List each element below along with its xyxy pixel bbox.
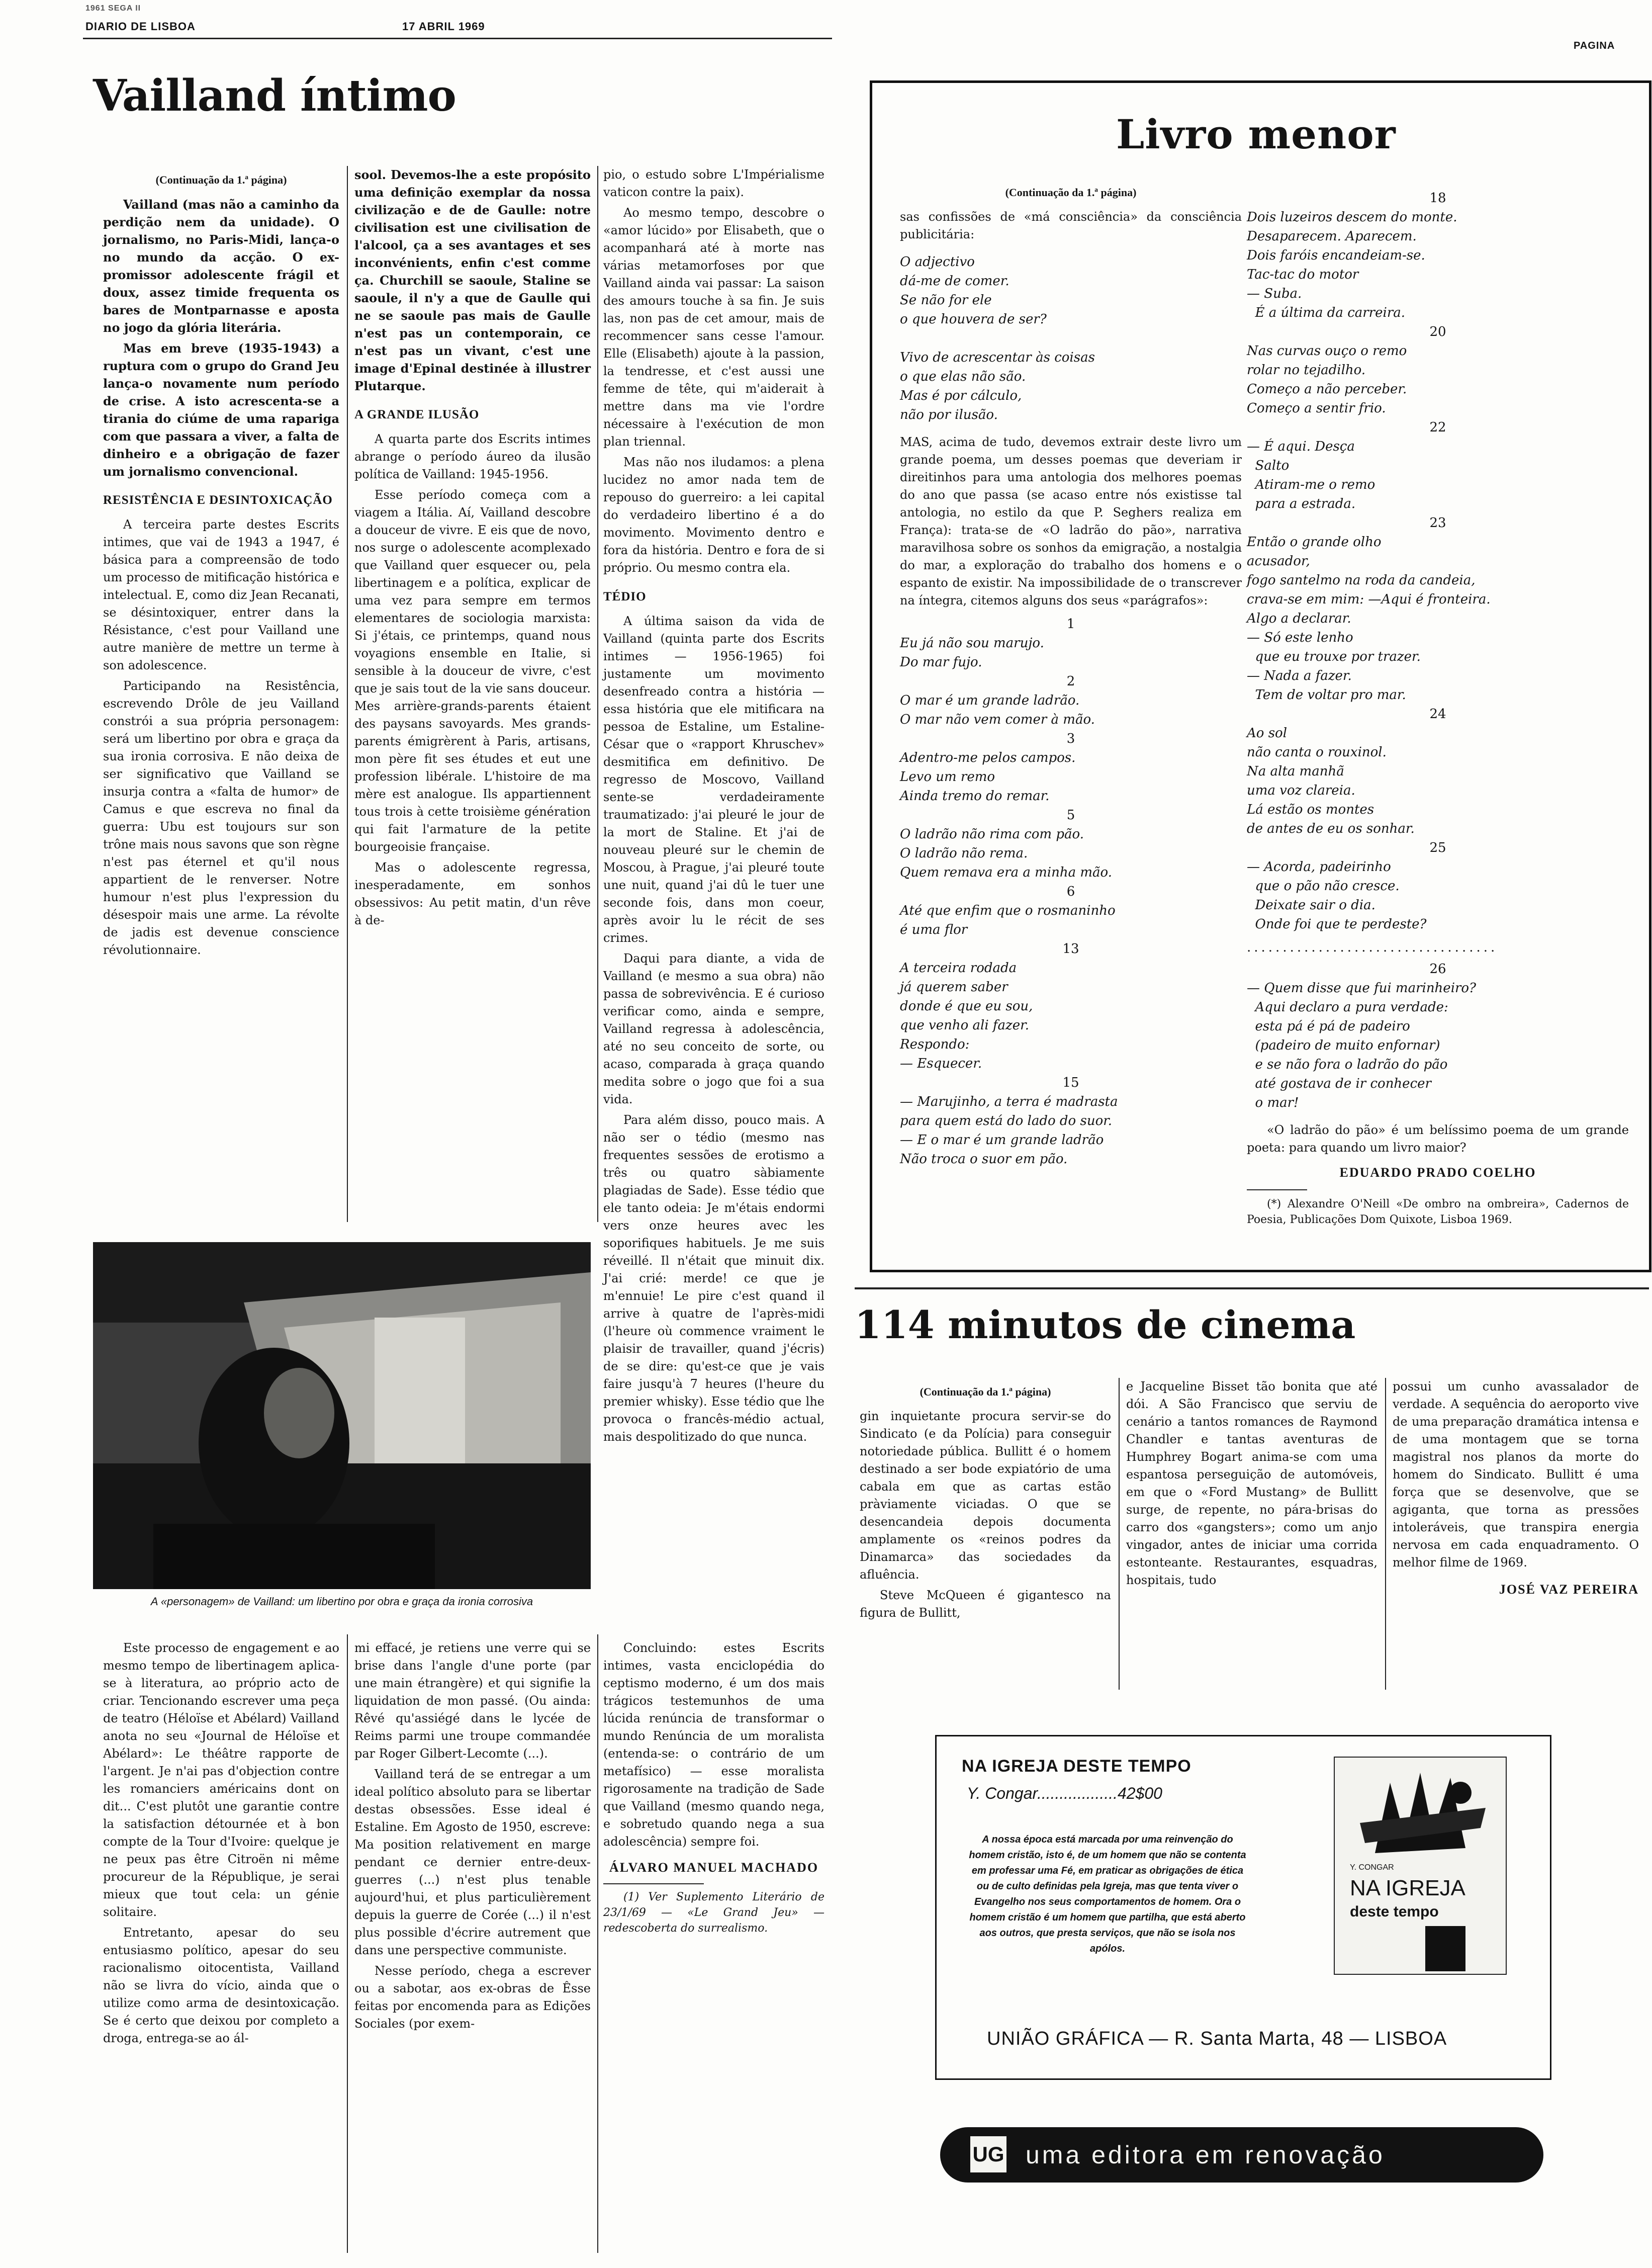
vailland-bottom-col-3	[603, 1639, 824, 1939]
poem-line: que venho ali fazer.	[900, 1018, 1029, 1033]
poem-line: Então o grande olho	[1247, 535, 1382, 550]
poem-line: Quem remava era a minha mão.	[900, 865, 1112, 880]
vailland-bottom-col-1	[103, 1639, 339, 2050]
vailland-photo	[93, 1242, 591, 1589]
poem-line: rolar no tejadilho.	[1247, 363, 1366, 378]
masthead-stamp: 1961 SEGA II	[85, 4, 141, 13]
poem-line: Algo a declarar.	[1247, 611, 1351, 626]
cinema-paragraph: gin inquietante procura servir-se do Sindicato (e da Polícia) para conseguir notoriedade pública. Bullitt é o homem destinado a ser bode expiatório de uma cabala em que as cartas estão pràviamente viciadas. O que se desencandeia depois documenta amplamente os «reinos podres da Dinamarca» das sociedades da afluência.	[860, 1409, 1111, 1582]
stanza	[900, 1092, 1242, 1169]
vailland-paragraph: pio, o estudo sobre L'Impérialisme vaticon contre la paix).	[603, 167, 824, 199]
poem-line: Ao sol	[1247, 726, 1288, 741]
cinema-col-1	[860, 1378, 1111, 1625]
poem-line: dá-me de comer.	[900, 274, 1009, 289]
vailland-col-3	[603, 166, 824, 1449]
publisher-banner[interactable]	[940, 2127, 1543, 2183]
publisher-logo: UG	[970, 2136, 1006, 2172]
column-rule	[597, 166, 598, 1222]
livro-menor-poem-b	[900, 615, 1242, 1169]
cover-block	[1425, 1926, 1465, 1971]
stanza-number: 3	[1066, 731, 1075, 746]
column-rule	[597, 1634, 598, 2253]
poem-line: é uma flor	[900, 922, 968, 937]
vailland-paragraph: Daqui para diante, a vida de Vailland (e mesmo a sua obra) não passa de sobrevivência. E é curioso verificar como, ainda e sempre, Vailland regressa à adolescência, até no seu conceito de sorte, ou acaso, comparada à graça quando medita sobre o jogo que foi a sua vida.	[603, 951, 824, 1106]
poem-line: já querem saber	[900, 980, 1008, 995]
vailland-subhead-resistencia: RESISTÊNCIA E DESINTOXICAÇÃO	[103, 493, 333, 507]
ad-price-line	[967, 1784, 1248, 1803]
poem-line: Lá estão os montes	[1247, 802, 1374, 817]
cinema-paragraph: possui um cunho avassalador de verdade. A sequência do aeroporto vive de uma preparação dramática intensa e de uma montagem que se torna magistral nos planos da morte do homem do Sindicato. Bullitt é uma força que se desenvolve, que se agiganta, que torna as pressões intoleráveis, que transpira energia nervosa em cada enquadramento. O melhor filme de 1969.	[1393, 1379, 1639, 1569]
vailland-paragraph: Mas o adolescente regressa, inesperadamente, em sonhos obsessivos: Au petit matin, d'un rêve à de-	[354, 860, 591, 927]
poem-line: Levo um remo	[900, 769, 995, 784]
footnote-rule	[603, 1883, 704, 1884]
footnote-rule	[1247, 1189, 1307, 1190]
ad-dots: ..................	[1037, 1784, 1118, 1802]
cinema-col-2	[1126, 1378, 1378, 1592]
poem-line: Tem de voltar pro mar.	[1247, 687, 1406, 703]
poem-line: — Nada a fazer.	[1247, 668, 1352, 683]
stanza-number: 20	[1429, 324, 1446, 339]
poem-line: Do mar fujo.	[900, 655, 982, 670]
cinema-col-3	[1393, 1378, 1639, 1598]
vailland-paragraph: Esse período começa com a viagem a Itália. Aí, Vailland descobre a douceur de vivre. E eis que de novo, nos surge o adolescente acomplexado que Vailland quer esquecer ou, pela libertinagem e a política, explicar de uma vez para sempre em termos elementares de sociologia marxista: Si j'étais, ce printemps, quand nous voyagions ensemble en Italie, si sensible à la douceur de vivre, c'est que je sais tout de la vie sans douceur. Mes arrière-grands-parents étaient des paysans savoyards. Mes grands-parents émigrèrent à Paris, artisans, mon père fit ses études et eut une profession libérale. L'histoire de ma mère est analogue. Ils appartiennent tous trois à cette troisième génération qui fait l'armature de la petite bourgeoisie française.	[354, 488, 591, 854]
stanza	[900, 748, 1242, 806]
livro-menor-ellipsis: ...................................	[1247, 940, 1498, 955]
livro-menor-poem-a	[900, 252, 1242, 424]
masthead-rule	[83, 38, 832, 39]
stanza	[900, 901, 1242, 939]
stanza	[1247, 208, 1629, 322]
publisher-slogan: uma editora em renovação	[1026, 2141, 1385, 2169]
livro-menor-title: Livro menor	[1116, 111, 1396, 158]
poem-line: — Esquecer.	[900, 1056, 982, 1071]
livro-menor-footnote: (*) Alexandre O'Neill «De ombro na ombreira», Cadernos de Poesia, Publicações Dom Quixote, Lisboa 1969.	[1247, 1198, 1629, 1226]
book-ad[interactable]	[935, 1735, 1551, 2080]
stanza-number: 22	[1429, 420, 1446, 435]
stanza	[900, 634, 1242, 672]
poem-line: que o pão não cresce.	[1247, 879, 1400, 894]
poem-line: não canta o rouxinol.	[1247, 745, 1387, 760]
poem-line: Eu já não sou marujo.	[900, 636, 1044, 651]
vailland-paragraph: A terceira parte destes Escrits intimes, que vai de 1943 a 1947, é básica para a compreensão de todo um processo de mitificação histórica e intelectual. E, como diz Jean Recanati, se désintoxiquer, entrer dans la Résistance, c'est pour Vailland une autre manière de mettre un terme à son adolescence.	[103, 517, 339, 672]
poem-line: Tac-tac do motor	[1247, 267, 1359, 282]
cinema-paragraph: e Jacqueline Bisset tão bonita que até dói. A São Francisco que serviu de cenário a tantos romances de Raymond Chandler e tantas aventuras de Humphrey Bogart anima-se com uma espantosa perseguição de automóveis, em que o «Ford Mustang» de Bullitt surge, de repente, no pára-brisas do carro dos «gangsters»; como um anjo vingador, antes de iniciar uma corrida estonteante. Restaurantes, esquadras, hospitais, tudo	[1126, 1379, 1378, 1587]
masthead-page: PAGINA	[1574, 40, 1615, 51]
poem-line: — É aqui. Desça	[1247, 439, 1355, 454]
stanza-number: 13	[1062, 941, 1079, 956]
vailland-paragraph: Mas não nos iludamos: a plena lucidez no amor nada tem de repouso do guerreiro: a lei capital do verdadeiro libertino é a do movimento. Movimento dentro e fora da história. Dentro e fora de si próprio. Ou mesmo contra ela.	[603, 455, 824, 575]
vailland-paragraph: Entretanto, apesar do seu entusiasmo político, apesar do seu racionalismo oitocentista, Vailland não se livra do vício, ainda que o utilize como arma de desintoxicação. Se é certo que deixou por completo a droga, entrega-se ao ál-	[103, 1926, 339, 2045]
stanza-number: 6	[1066, 884, 1075, 899]
poem-line: uma voz clareia.	[1247, 783, 1355, 798]
poem-line: Atiram-me o remo	[1247, 477, 1375, 492]
poem-line: esta pá é pá de padeiro	[1247, 1019, 1410, 1034]
vailland-paragraph: Ao mesmo tempo, descobre o «amor lúcido» por Elisabeth, que o acompanhará até à morte nas várias metamorfoses por que Vailland ainda vai passar: La saison des amours touche à sa fin. Je suis las, non pas de cet amour, mais de recommencer sans cesse l'amour. Elle (Elisabeth) ajoute à la passion, la tendresse, et c'est aussi une femme de tête, qui m'aiderait à mettre dans ma vie l'ordre nécessaire à l'exécution de mon plan triennal.	[603, 206, 824, 449]
vailland-paragraph: sool. Devemos-lhe a este propósito uma definição exemplar da nossa civilização e de de Gaulle: notre civilisation est une civilisation de l'alcool, ça a ses avantages et ses inconvénients, enfin c'est comme ça. Churchill se saoule, Staline se saoule, il n'y a que de Gaulle qui ne se saoule pas mais de Gaulle n'est pas un contemporain, ce n'est pas un vivant, c'est une image d'Epinal destinée à illustrer Plutarque.	[354, 167, 591, 393]
masthead-paper: DIARIO DE LISBOA	[85, 20, 196, 33]
vailland-paragraph: A última saison da vida de Vailland (quinta parte dos Escrits intimes — 1956-1965) foi justamente um movimento desenfreado contra a história — essa história que ele mitificara na pessoa de Estaline, um Estaline-César que o «rapport Khruschev» desmitifica em definitivo. De regresso de Moscovo, Vailland sente-se verdadeiramente traumatizado: j'ai pleuré le jour de la mort de Staline. Et j'ai de nouveau pleuré sur le chemin de Moscou, à Prague, j'ai pleuré toute une nuit, quand j'ai dû le tuer une seconde fois, dans mon coeur, après avoir lu le récit de ses crimes.	[603, 614, 824, 945]
cinema-continuation: (Continuação da 1.ª página)	[920, 1385, 1051, 1398]
vailland-bottom-col-2	[354, 1639, 591, 2036]
cover-title-2: deste tempo	[1350, 1903, 1439, 1920]
vailland-subhead-ilusao: A GRANDE ILUSÃO	[354, 408, 480, 421]
poem-line	[900, 329, 1242, 348]
poem-line: O adjectivo	[900, 254, 975, 270]
poem-line: e se não fora o ladrão do pão	[1247, 1057, 1448, 1072]
cover-title-1: NA IGREJA	[1350, 1876, 1465, 1900]
stanza	[1247, 533, 1629, 705]
poem-line: Desaparecem. Aparecem.	[1247, 229, 1417, 244]
poem-line: — E o mar é um grande ladrão	[900, 1132, 1104, 1148]
poem-line: Aqui declaro a pura verdade:	[1247, 1000, 1448, 1015]
livro-menor-body: MAS, acima de tudo, devemos extrair deste livro um grande poema, um desses poemas que deveriam ir direitinhos para uma antologia dos melhores poemas do ano que passa (se acaso entre nós existisse tal antologia, no estilo da que P. Seghers realiza em França): trata-se de «O ladrão do pão», narrativa maravilhosa sobre os sonhos da emigração, a nostalgia do mar, a exploração do trabalho dos homens e o espanto de existir. Na impossibilidade de o transcrever na íntegra, citemos alguns dos seus «parágrafos»:	[900, 435, 1242, 607]
poem-line: — Marujinho, a terra é madrasta	[900, 1094, 1118, 1109]
poem-line: — Quem disse que fui marinheiro?	[1247, 981, 1477, 996]
poem-line: Ainda tremo do remar.	[900, 789, 1050, 804]
stanza-number: 1	[1066, 617, 1075, 632]
stanza-number: 24	[1429, 707, 1446, 722]
stanza	[900, 958, 1242, 1073]
poem-line: crava-se em mim: —Aqui é fronteira.	[1247, 592, 1491, 607]
ad-price: 42$00	[1117, 1784, 1162, 1802]
poem-line: Começo a não perceber.	[1247, 382, 1407, 397]
stanza	[900, 691, 1242, 729]
poem-line: — Acorda, padeirinho	[1247, 859, 1391, 875]
stanza	[900, 825, 1242, 882]
column-rule	[347, 166, 348, 1222]
vailland-paragraph: A quarta parte dos Escrits intimes abrange o período áureo da ilusão política de Vailland: 1945-1956.	[354, 432, 591, 481]
poem-line: O mar é um grande ladrão.	[900, 693, 1080, 708]
poem-line: Dois faróis encandeiam-se.	[1247, 248, 1425, 263]
livro-menor-col-1	[900, 179, 1242, 1169]
vailland-paragraph: Mas em breve (1935-1943) a ruptura com o grupo do Grand Jeu lança-o novamente num período de crise. A isto acrescenta-se a tirania do ciúme de uma rapariga com que passara a viver, a falta de dinheiro e a obrigação de fazer um jornalismo convencional.	[103, 341, 339, 479]
poem-line: — Suba.	[1247, 286, 1302, 301]
stanza-number: 15	[1062, 1075, 1079, 1090]
poem-line: Deixate sair o dia.	[1247, 898, 1375, 913]
cover-artwork-icon	[1345, 1763, 1496, 1863]
vailland-paragraph: mi effacé, je retiens une verre qui se brise dans l'angle d'une porte (par une main étrangère) et qui signifie la liquidation de mon passé. (Ou ainda: Rêvé qu'assiégé dans le lycée de Reims parmi une troupe commandée par Roger Gilbert-Lecomte (...).	[354, 1641, 591, 1761]
vailland-paragraph: Para além disso, pouco mais. A não ser o tédio (mesmo nas frequentes sessões de erotismo a três ou quatro sàbiamente plagiadas de Sade). Esse tédio que ele tanto odeia: Je m'étais endormi vers onze heures avec les soporifiques habituels. Je me suis réveillé. Il n'était que minuit dix. J'ai crié: merde! ce que je m'ennuie! Le pire c'est quand il arrive à quatre de l'après-midi (l'heure où commence vraiment le plaisir de travailler, quand j'écris) de se dire: qu'est-ce que je vais faire jusqu'à 7 heures (l'heure du premier whisky). Esse tédio que lhe provoca o francês-médio actual, mais despolitizado do que nunca.	[603, 1113, 824, 1444]
poem-line: O ladrão não rema.	[900, 846, 1028, 861]
poem-line: não por ilusão.	[900, 407, 998, 422]
stanza	[1247, 724, 1629, 838]
poem-line: — Só este lenho	[1247, 630, 1353, 645]
vailland-paragraph: Concluindo: estes Escrits intimes, vasta enciclopédia do ceptismo moderno, é um dos mais trágicos testemunhos de uma lúcida renúncia de transformar o mundo Renúncia de um moralista (entenda-se: o contrário de um metafísico) — esse moralista rigorosamente na tradição de Sade que Vailland (mesmo quando nega, e sobretudo quando nega a sua adolescência) sempre foi.	[603, 1641, 824, 1849]
poem-line: (padeiro de muito enfornar)	[1247, 1038, 1440, 1053]
vailland-col-2	[354, 166, 591, 932]
poem-line: Começo a sentir frio.	[1247, 401, 1386, 416]
poem-line: Mas é por cálculo,	[900, 388, 1022, 403]
ad-book-cover[interactable]	[1334, 1757, 1507, 1975]
poem-line: para a estrada.	[1247, 496, 1356, 511]
cinema-title: 114 minutos de cinema	[855, 1302, 1356, 1347]
livro-menor-continuation: (Continuação da 1.ª página)	[1005, 186, 1137, 199]
poem-line: Até que enfim que o rosmaninho	[900, 903, 1116, 918]
stanza	[1247, 341, 1629, 418]
vailland-title: Vailland íntimo	[93, 70, 456, 121]
poem-line: O mar não vem comer à mão.	[900, 712, 1095, 727]
stanza-number: 2	[1066, 674, 1075, 689]
stanza	[1247, 857, 1629, 934]
stanza	[1247, 437, 1629, 513]
vailland-photo-caption: A «personagem» de Vailland: um libertino por obra e graça da ironia corrosiva	[150, 1595, 533, 1608]
livro-menor-closing: «O ladrão do pão» é um belíssimo poema de um grande poeta: para quando um livro maior?	[1247, 1123, 1629, 1155]
cinema-signature: JOSÉ VAZ PEREIRA	[1499, 1582, 1639, 1597]
poem-line: até gostava de ir conhecer	[1247, 1076, 1431, 1091]
stanza-number: 26	[1429, 962, 1446, 977]
stanza-number: 23	[1429, 515, 1446, 531]
poem-line: Nas curvas ouço o remo	[1247, 343, 1407, 359]
vailland-signature: ÁLVARO MANUEL MACHADO	[609, 1860, 819, 1875]
vailland-photo-image	[93, 1242, 591, 1589]
column-rule	[1385, 1378, 1386, 1690]
poem-line: de antes de eu os sonhar.	[1247, 821, 1415, 836]
masthead-date: 17 ABRIL 1969	[402, 20, 485, 33]
poem-line: o que houvera de ser?	[900, 312, 1047, 327]
poem-line: acusador,	[1247, 554, 1310, 569]
poem-line: O ladrão não rima com pão.	[900, 827, 1084, 842]
stanza-number: 18	[1429, 191, 1446, 206]
poem-line: o que elas não são.	[900, 369, 1026, 384]
ad-author: Y. Congar	[967, 1784, 1037, 1802]
cover-author: Y. CONGAR	[1350, 1863, 1394, 1872]
poem-line: para quem está do lado do suor.	[900, 1113, 1113, 1128]
livro-menor-poem-c	[1247, 189, 1629, 934]
poem-line: A terceira rodada	[900, 961, 1017, 976]
poem-line: É a última da carreira.	[1247, 305, 1406, 320]
livro-menor-col-2	[1247, 189, 1629, 1231]
poem-line: que eu trouxe por trazer.	[1247, 649, 1421, 664]
poem-line: Se não for ele	[900, 293, 992, 308]
vailland-paragraph: Vailland terá de se entregar a um ideal político absoluto para se libertar destas obsessões. Esse ideal é Estaline. Em Agosto de 1950, escreve: Ma position relativement en marge pendant ce dernier entre-deux-guerres (...) n'est plus tenable aujourd'hui, et plus particulièrement depuis la guerre de Corée (...) il n'est plus possible d'écrire autrement que dans une perspective communiste.	[354, 1767, 591, 1957]
poem-line: o mar!	[1247, 1095, 1299, 1110]
section-rule	[855, 1287, 1649, 1289]
poem-line: Vivo de acrescentar às coisas	[900, 350, 1095, 365]
poem-line: donde é que eu sou,	[900, 999, 1033, 1014]
stanza	[1247, 979, 1629, 1112]
vailland-subhead-tedio: TÉDIO	[603, 590, 647, 603]
column-rule	[347, 1634, 348, 2253]
ad-publisher: UNIÃO GRÁFICA — R. Santa Marta, 48 — LISBOA	[987, 2028, 1447, 2049]
livro-menor-signature: EDUARDO PRADO COELHO	[1339, 1165, 1536, 1180]
poem-line: Não troca o suor em pão.	[900, 1152, 1068, 1167]
vailland-paragraph: Participando na Resistência, escrevendo Drôle de jeu Vailland constrói a sua própria personagem: será um libertino por obra e graça da sua ironia corrosiva. E não deixa de ser significativo que Vailland se insurja contra a «falta de humor» de Camus e que escreva no final da guerra: Ubu est toujours sur son trône mais nous savons que son règne n'est pas éternel et qu'il nous appartient de le renverser. Notre humour n'est plus l'expression du désespoir mais une arme. La révolte de jadis est devenue conscience révolutionnaire.	[103, 679, 339, 957]
vailland-col-1	[103, 166, 339, 962]
poem-line: fogo santelmo na roda da candeia,	[1247, 573, 1476, 588]
poem-line: Na alta manhã	[1247, 764, 1344, 779]
poem-line: Adentro-me pelos campos.	[900, 750, 1076, 765]
ad-book-title: NA IGREJA DESTE TEMPO	[962, 1757, 1191, 1776]
poem-line: Respondo:	[900, 1037, 970, 1052]
vailland-paragraph: Este processo de engagement e ao mesmo tempo de libertinagem aplica-se à literatura, ao próprio acto de criar. Tencionando escrever uma peça de teatro (Héloïse et Abélard) Vailland anota no seu «Journal de Héloïse et Abélard»: Le théâtre rapporte de l'argent. Je n'ai pas d'objection contre les romanciers américains dont on dit... C'est plutôt une garantie contre la satisfaction détournée et à bon compte de la Tour d'Ivoire: quelque je ne peux pas être Citroën ni même procureur de la République, je serai mieux que tout cela: un génie solitaire.	[103, 1641, 339, 1919]
ad-description: A nossa época está marcada por uma reinvenção do homem cristão, isto é, de um homem que não se contenta em professar uma Fé, em praticar as obrigações de ética ou de culto definidas pela Igreja, mas que tenta viver o Evangelho nos seus comportamentos de homem. Ora o homem cristão é um homem que partilha, que está aberto aos outros, que presta serviços, que não se isola nos apólos.	[969, 1834, 1246, 1954]
column-rule	[1119, 1378, 1120, 1690]
stanza-number: 5	[1066, 808, 1075, 823]
vailland-continuation: (Continuação da 1.ª página)	[155, 173, 287, 186]
cinema-paragraph: Steve McQueen é gigantesco na figura de Bullitt,	[860, 1588, 1111, 1620]
stanza-number: 25	[1429, 840, 1446, 855]
poem-line: Salto	[1247, 458, 1290, 473]
poem-line: Onde foi que te perdeste?	[1247, 917, 1427, 932]
vailland-paragraph: Nesse período, chega a escrever ou a sabotar, aos ex-obras de Êsse feitas por encomenda para as Edições Sociales (por exem-	[354, 1964, 591, 2031]
livro-menor-poem-d	[1247, 959, 1629, 1112]
livro-menor-intro: sas confissões de «má consciência» da consciência publicitária:	[900, 210, 1242, 241]
vailland-paragraph: Vailland (mas não a caminho da perdição nem da unidade). O jornalismo, no Paris-Midi, lança-o no mundo da acção. O ex-promissor adolescente frágil et doux, assez timide frequenta os bares de Montparnasse e aposta no jogo da glória literária.	[103, 197, 339, 335]
poem-line: Dois luzeiros descem do monte.	[1247, 210, 1457, 225]
vailland-footnote: (1) Ver Suplemento Literário de 23/1/69 — «Le Grand Jeu» — redescoberta do surrealismo.	[603, 1891, 824, 1935]
